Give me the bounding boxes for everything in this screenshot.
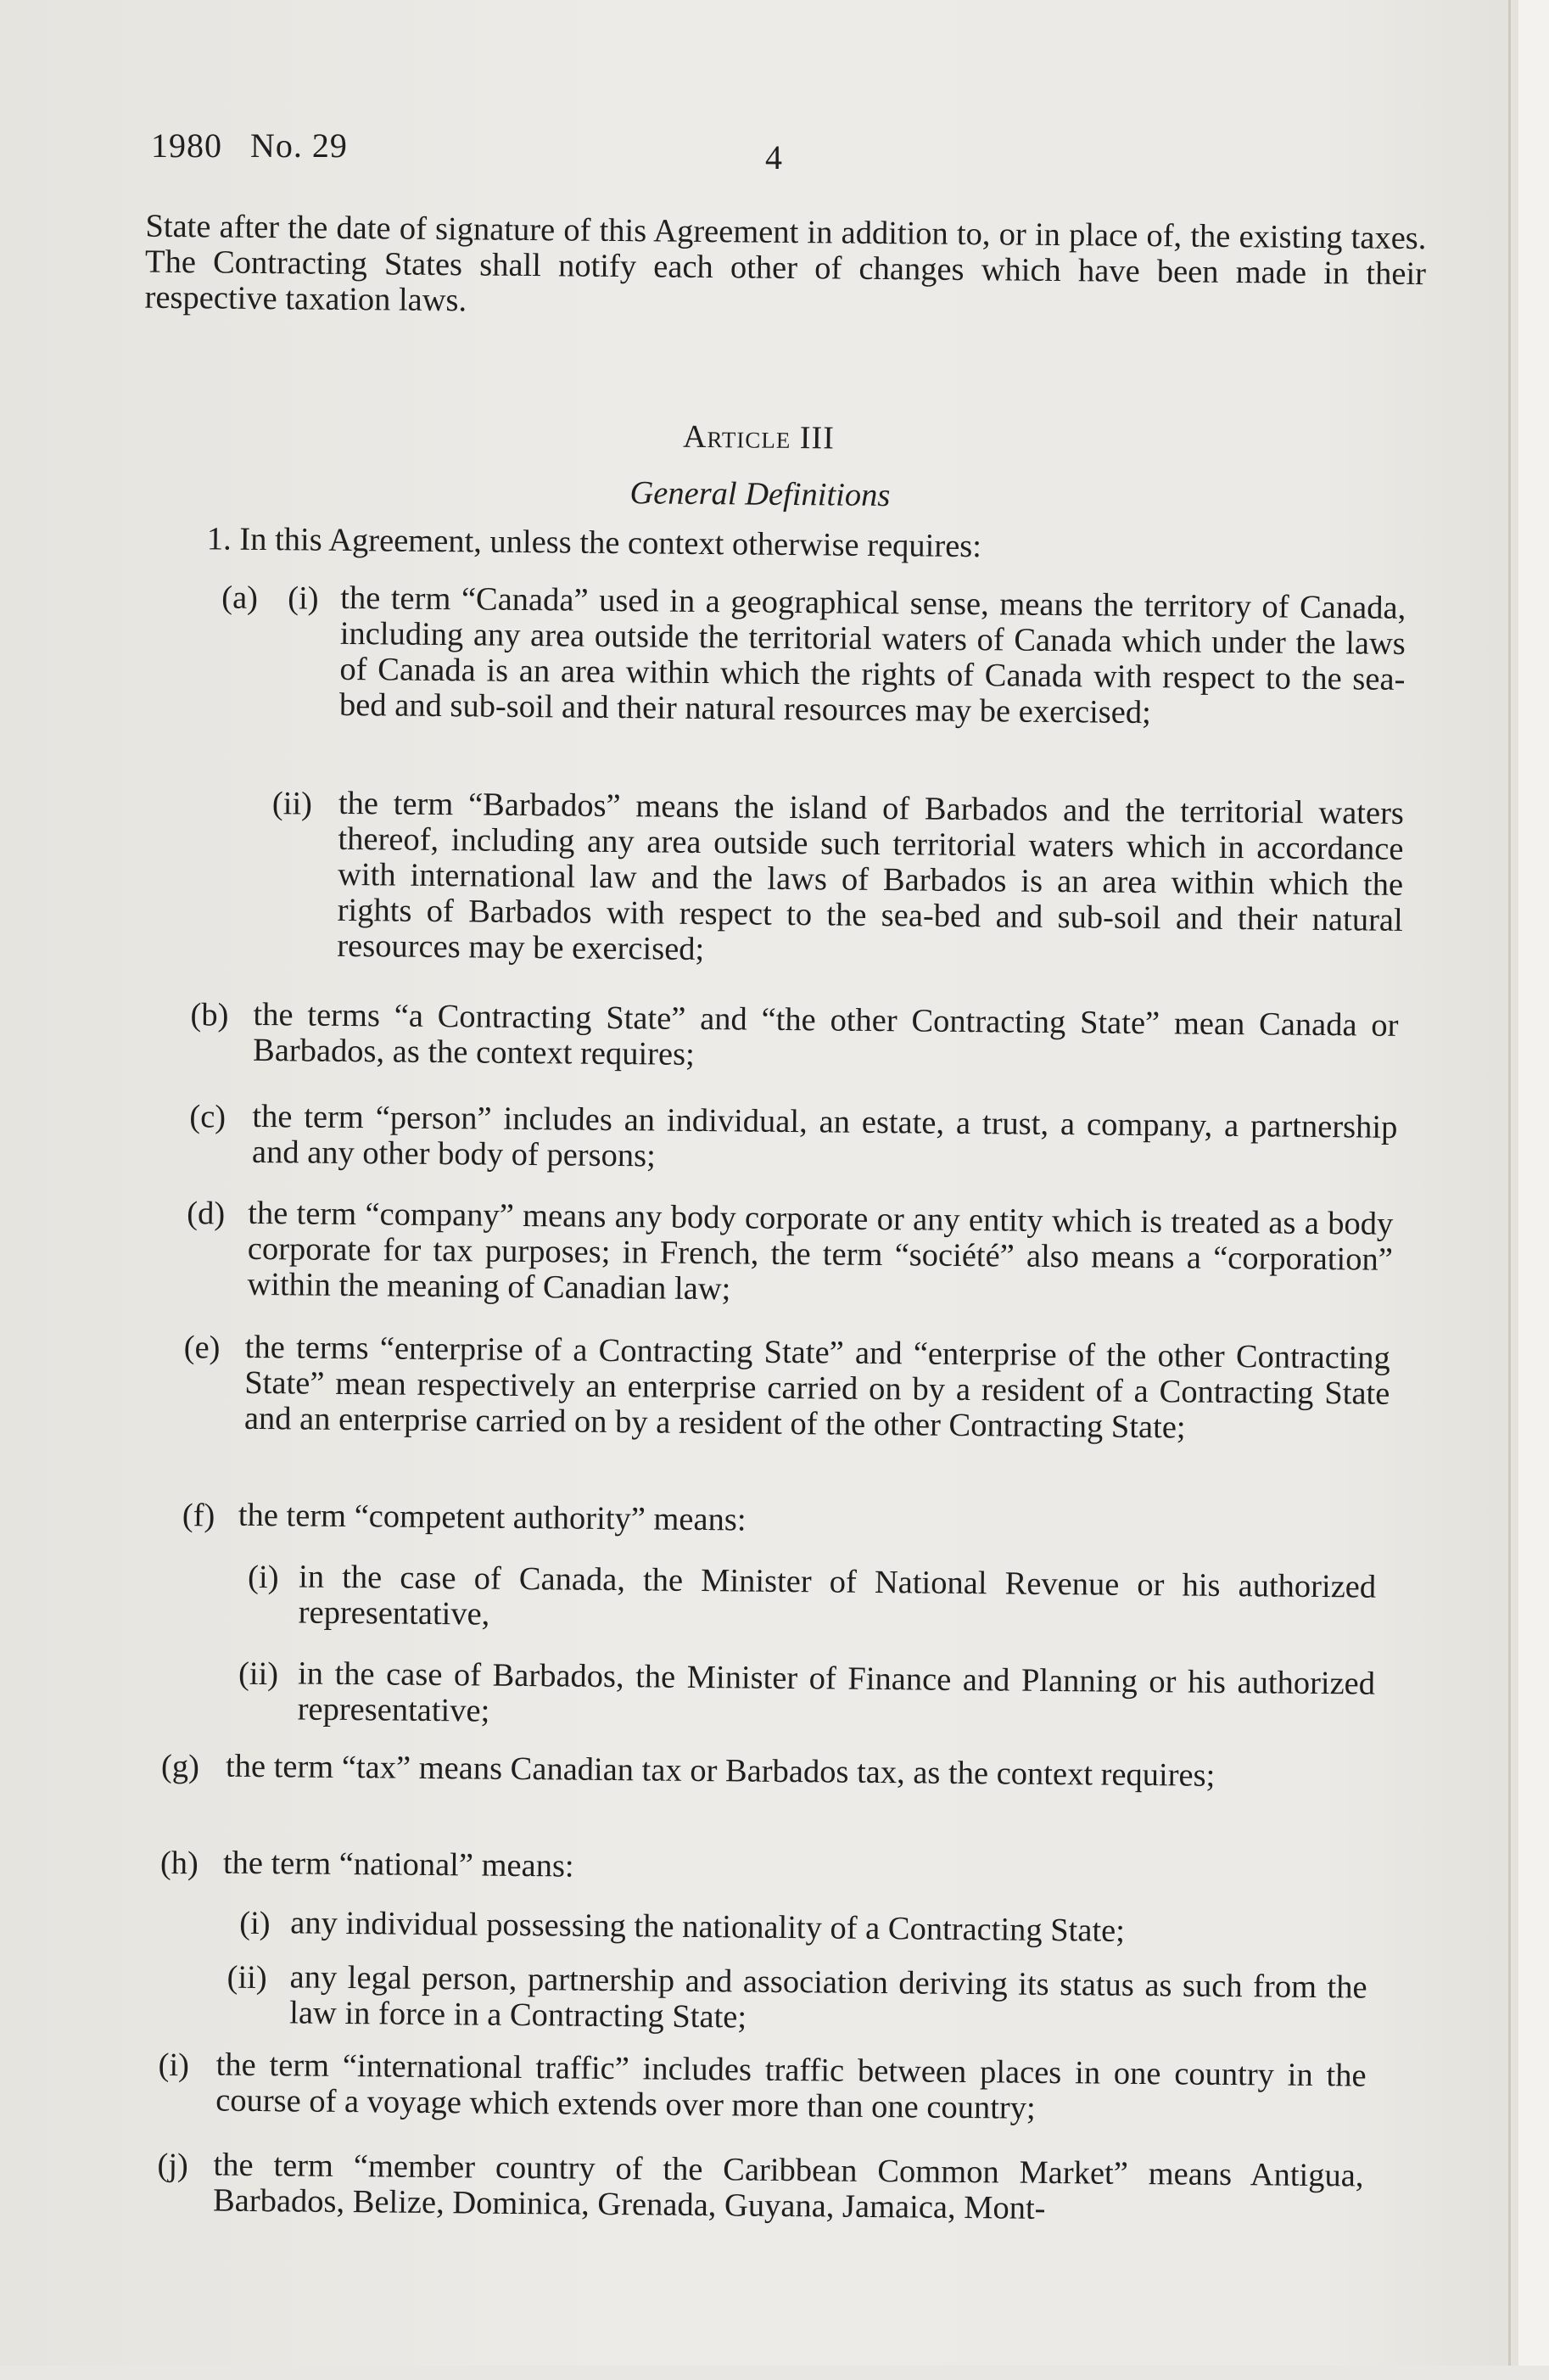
- item-a-ii-label: (ii): [271, 786, 313, 822]
- item-f: the term “competent authority” means:: [238, 1497, 747, 1538]
- item-d: the term “company” means any body corporate or any entity which is treated as a body corporate for tax purposes; in French, the term “société” also means a “corporation” within the meaning of Canadian law;: [247, 1195, 1394, 1308]
- item-b-label: (b): [190, 997, 229, 1033]
- item-h-i: any individual possessing the nationality of a Contracting State;: [290, 1905, 1126, 1949]
- item-d-label: (d): [187, 1196, 226, 1232]
- item-e: the terms “enterprise of a Contracting State” and “enterprise of the other Contracting State” mean respectively an enterprise carried on by a resident of a Contracting State and an enterprise carried on by a resident of the other Contracting State;: [243, 1329, 1390, 1446]
- intro-paragraph: State after the date of signature of this Agreement in addition to, or in place of, the existing taxes. The Contracting States shall notify each other of changes which have been made in their respective taxation laws.: [144, 208, 1427, 319]
- item-a-label: (a): [221, 580, 259, 616]
- item-f-i: in the case of Canada, the Minister of National Revenue or his authorized representative,: [298, 1559, 1377, 1632]
- item-h: the term “national” means:: [222, 1845, 574, 1884]
- item-a-i: the term “Canada” used in a geographical sense, means the territory of Canada, including any area outside the territorial waters of Canada which under the laws of Canada is an area within which the rights of Canada with respect to the sea-bed and sub-soil and their natural resources may be exercised;: [338, 580, 1406, 731]
- item-b: the terms “a Contracting State” and “the other Contracting State” mean Canada or Barbados, as the context requires;: [252, 996, 1399, 1072]
- item-h-ii: any legal person, partnership and association deriving its status as such from the law in force in a Contracting State;: [289, 1959, 1367, 2036]
- item-c-label: (c): [189, 1099, 226, 1135]
- item-f-label: (f): [182, 1498, 215, 1534]
- item-h-ii-label: (ii): [226, 1959, 267, 1996]
- item-f-ii-label: (ii): [238, 1655, 279, 1693]
- paragraph-1: 1. In this Agreement, unless the context otherwise requires:: [206, 521, 982, 565]
- item-h-i-label: (i): [239, 1905, 271, 1942]
- item-g-label: (g): [160, 1748, 200, 1785]
- article-title: Article III: [682, 418, 836, 456]
- item-e-label: (e): [183, 1330, 221, 1366]
- item-a-i-label: (i): [288, 580, 319, 617]
- item-a-ii: the term “Barbados” means the island of Barbados and the territorial waters thereof, including any area outside such territorial waters which in accordance with international law and the laws of Barbados is an area within which the rights of Barbados with respect to the sea-bed and sub-soil and their natural resources may be exercised;: [337, 785, 1405, 968]
- item-i-label: (i): [158, 2047, 190, 2084]
- item-i: the term “international traffic” includes traffic between places in one country in the course of a voyage which extends over more than one country;: [215, 2047, 1367, 2126]
- item-j-label: (j): [157, 2147, 189, 2184]
- item-h-label: (h): [159, 1845, 199, 1882]
- document-reference: 1980 No. 29: [151, 126, 348, 165]
- item-f-i-label: (i): [247, 1559, 279, 1596]
- item-j: the term “member country of the Caribbean Common Market” means Antigua, Barbados, Belize, Dominica, Grenada, Guyana, Jamaica, Mont-: [212, 2147, 1364, 2226]
- item-g: the term “tax” means Canadian tax or Barbados tax, as the context requires;: [225, 1748, 1216, 1794]
- item-f-ii: in the case of Barbados, the Minister of Finance and Planning or his authorized representative;: [297, 1655, 1376, 1729]
- page-number: 4: [765, 138, 782, 176]
- item-c: the term “person” includes an individual, an estate, a trust, a company, a partnership and any other body of persons;: [251, 1098, 1398, 1174]
- article-subtitle: General Definitions: [629, 475, 891, 514]
